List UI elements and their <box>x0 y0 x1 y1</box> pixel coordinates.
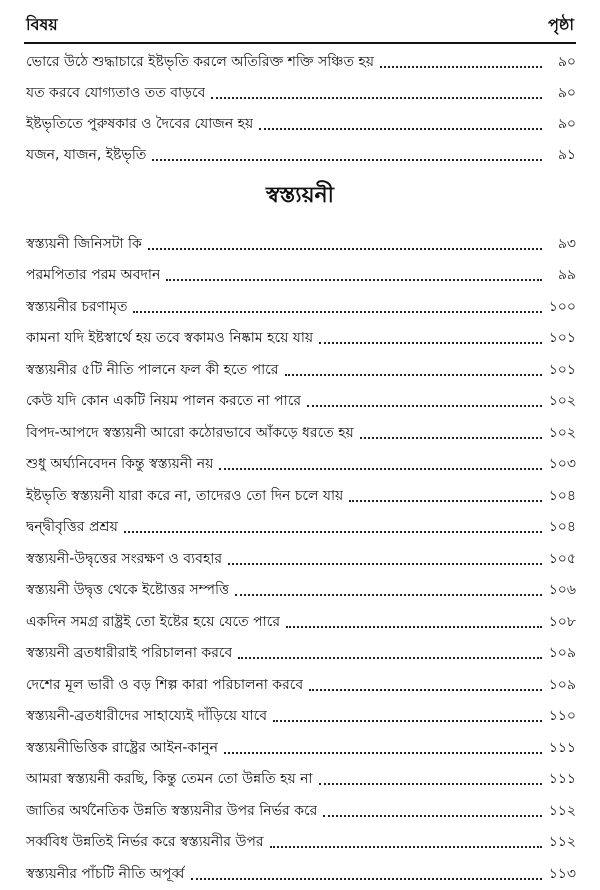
toc-entry-title: স্বস্ত্যয়নীর চরণামৃত <box>26 298 128 315</box>
toc-entry-page: ১০২ <box>548 424 576 441</box>
toc-entry <box>26 46 576 77</box>
toc-entry-page: ১০১ <box>548 361 576 378</box>
dot-leader <box>349 500 542 502</box>
toc-entry-page: ১০৩ <box>548 456 576 473</box>
dot-leader <box>259 128 542 130</box>
toc-entry-page: ৯৩ <box>557 235 576 252</box>
toc-entry-title: সর্ব্ববিধ উন্নতিই নির্ভর করে স্বস্ত্যয়নীর উপর <box>26 834 264 851</box>
toc-entry <box>26 77 576 108</box>
toc-entry-title: স্বস্ত্যয়নী ব্রতধারীরাই পরিচালনা করবে <box>26 645 233 662</box>
toc-entry-page: ১১০ <box>548 708 576 725</box>
dot-leader <box>360 437 542 439</box>
dot-leader <box>286 626 542 628</box>
toc-entry <box>26 669 576 701</box>
toc-entry <box>26 543 576 575</box>
dot-leader <box>211 97 542 99</box>
dot-leader <box>124 531 542 533</box>
page-column-label: পৃষ্ঠা <box>548 14 574 34</box>
toc-entry-page: ১০৪ <box>548 487 576 504</box>
dot-leader <box>133 311 542 313</box>
dot-leader <box>166 279 542 281</box>
dot-leader <box>319 342 542 344</box>
dot-leader <box>323 815 542 817</box>
dot-leader <box>191 878 542 880</box>
dot-leader <box>309 689 542 691</box>
toc-entry <box>26 512 576 544</box>
toc-entry-page: ১১২ <box>548 802 576 819</box>
toc-entry <box>26 764 576 796</box>
toc-entry <box>26 386 576 418</box>
toc-entry-title: যত করবে যোগ্যতাও তত বাড়বে <box>26 84 206 101</box>
toc-entry-page: ১০৯ <box>548 645 576 662</box>
dot-leader <box>273 720 542 722</box>
toc-entry-title: স্বস্ত্যয়নী জিনিসটা কি <box>26 235 142 252</box>
toc-entry <box>26 228 576 260</box>
toc-entry-title: ইষ্টভৃতি স্বস্ত্যয়নী যারা করে না, তাদেরও তো দিন চলে যায় <box>26 487 344 504</box>
dot-leader <box>285 374 542 376</box>
toc-entry-page: ৯০ <box>557 53 576 70</box>
dot-leader <box>319 783 542 785</box>
toc-entry-title: জাতির অর্থনৈতিক উন্নতি স্বস্ত্যয়নীর উপর নির্ভর করে <box>26 802 318 819</box>
toc-entry-title: পরমপিতার পরম অবদান <box>26 267 161 284</box>
toc-entry <box>26 323 576 355</box>
toc-entry <box>26 575 576 607</box>
toc-entry-title: স্বস্ত্যয়নী উদ্বৃত্ত থেকে ইষ্টোত্তর সম্পত্তি <box>26 582 230 599</box>
toc-list-section-1 <box>26 46 576 170</box>
toc-entry-title: কামনা যদি ইষ্টস্বার্থে হয় তবে স্বকামও নিষ্কাম হয়ে যায় <box>26 330 314 347</box>
toc-entry-page: ১০৫ <box>548 550 576 567</box>
toc-entry-page: ১১৩ <box>548 865 576 882</box>
section-heading: স্বস্ত্যয়নী <box>266 183 334 208</box>
toc-entry-page: ১০৮ <box>548 613 576 630</box>
dot-leader <box>224 752 542 754</box>
toc-entry-page: ৯০ <box>557 115 576 132</box>
toc-entry <box>26 260 576 292</box>
dot-leader <box>219 468 542 470</box>
toc-entry-page: ১০১ <box>548 330 576 347</box>
toc-entry-page: ৯৯ <box>557 267 576 284</box>
toc-entry-page: ১১২ <box>548 834 576 851</box>
toc-entry <box>26 858 576 890</box>
toc-entry-title: স্বস্ত্যয়নীভিত্তিক রাষ্ট্রের আইন-কানুন <box>26 739 219 756</box>
toc-entry-page: ৯০ <box>557 84 576 101</box>
dot-leader <box>380 66 542 68</box>
toc-header <box>26 10 574 40</box>
toc-entry <box>26 108 576 139</box>
toc-entry <box>26 701 576 733</box>
toc-entry-page: ১০৬ <box>548 582 576 599</box>
header-divider <box>24 42 576 44</box>
toc-entry-page: ১০০ <box>548 298 576 315</box>
toc-entry <box>26 732 576 764</box>
toc-entry-page: ১০৪ <box>548 519 576 536</box>
toc-entry <box>26 291 576 323</box>
toc-entry-title: শুধু অর্ঘ্যনিবেদন কিন্তু স্বস্ত্যয়নী নয় <box>26 456 214 473</box>
toc-entry-title: স্বস্ত্যয়নী-উদ্বৃত্তের সংরক্ষণ ও ব্যবহার <box>26 550 223 567</box>
toc-entry <box>26 417 576 449</box>
toc-entry-page: ১০২ <box>548 393 576 410</box>
dot-leader <box>307 405 542 407</box>
toc-entry-title: আমরা স্বস্ত্যয়নী করছি, কিন্তু তেমন তো উন্নতি হয় না <box>26 771 313 788</box>
toc-entry-title: যজন, যাজন, ইষ্টভৃতি <box>26 146 147 163</box>
toc-entry-title: দেশের মূল ভারী ও বড় শিল্প কারা পরিচালনা করবে <box>26 676 304 693</box>
toc-entry <box>26 606 576 638</box>
toc-entry-title: স্বস্ত্যয়নী-ব্রতধারীদের সাহায্যেই দাঁড়িয়ে যাবে <box>26 708 267 725</box>
dot-leader <box>152 159 542 161</box>
dot-leader <box>238 657 542 659</box>
toc-entry-title: ইষ্টভৃতিতে পুরুষকার ও দৈবের যোজন হয় <box>26 115 254 132</box>
toc-entry-title: কেউ যদি কোন একটি নিয়ম পালন করতে না পারে <box>26 393 302 410</box>
dot-leader <box>235 594 542 596</box>
toc-entry <box>26 827 576 859</box>
dot-leader <box>148 248 542 250</box>
subject-column-label: বিষয় <box>26 14 58 34</box>
toc-entry <box>26 638 576 670</box>
toc-entry-page: ১০৯ <box>548 676 576 693</box>
toc-entry <box>26 480 576 512</box>
toc-entry-page: ৯১ <box>557 146 576 163</box>
toc-entry-title: স্বস্ত্যয়নীর পাঁচটি নীতি অপূর্ব্ব <box>26 865 185 882</box>
dot-leader <box>270 846 542 848</box>
toc-entry-title: বিপদ-আপদে স্বস্ত্যয়নী আরো কঠোরভাবে আঁকড়ে ধরতে হয় <box>26 424 354 441</box>
toc-entry-title: দ্বন্দ্বীবৃত্তির প্রশ্রয় <box>26 519 118 536</box>
toc-entry <box>26 449 576 481</box>
toc-entry-title: ভোরে উঠে শুদ্ধাচারে ইষ্টভৃতি করলে অতিরিক্ত শক্তি সঞ্চিত হয় <box>26 53 375 70</box>
toc-entry <box>26 354 576 386</box>
toc-list-section-2 <box>26 228 576 890</box>
toc-entry-title: স্বস্ত্যয়নীর ৫টি নীতি পালনে ফল কী হতে পারে <box>26 361 279 378</box>
toc-entry <box>26 795 576 827</box>
dot-leader <box>228 563 542 565</box>
toc-entry-page: ১১১ <box>548 739 576 756</box>
toc-entry-page: ১১১ <box>548 771 576 788</box>
toc-entry <box>26 139 576 170</box>
toc-entry-title: একদিন সমগ্র রাষ্ট্রই তো ইষ্টের হয়ে যেতে পারে <box>26 613 281 630</box>
